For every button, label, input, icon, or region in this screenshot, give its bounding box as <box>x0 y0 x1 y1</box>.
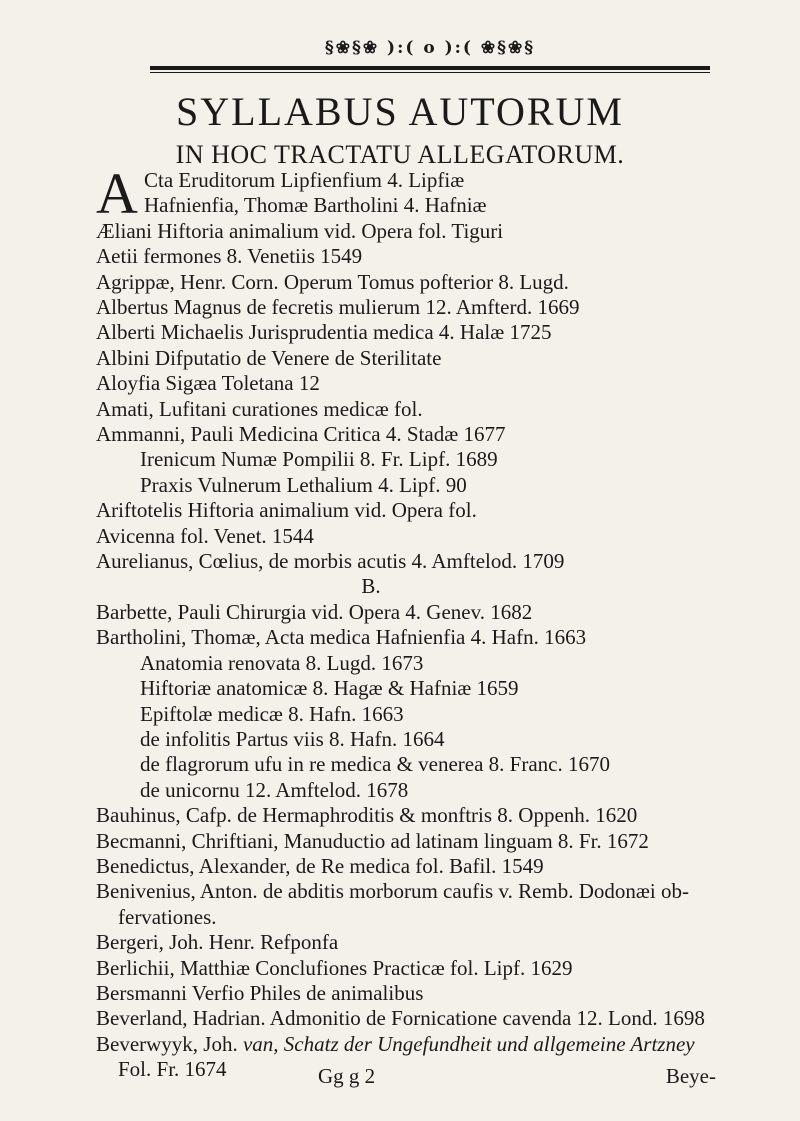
list-item: Albertus Magnus de fecretis mulierum 12. Amfterd. 1669 <box>96 295 580 320</box>
entry-title-italic: van, Schatz der Ungefundheit und allgemeine Artzney <box>242 1031 695 1056</box>
list-item: Irenicum Numæ Pompilii 8. Fr. Lipf. 1689 <box>140 447 498 472</box>
list-item: Barbette, Pauli Chirurgia vid. Opera 4. Genev. 1682 <box>96 599 533 624</box>
list-item: Bersmanni Verfio Philes de animalibus <box>96 980 424 1005</box>
list-item: Benivenius, Anton. de abditis morborum caufis v. Remb. Dodonæi ob- <box>96 879 689 904</box>
list-item: Æliani Hiftoria animalium vid. Opera fol. Tiguri <box>96 218 504 243</box>
list-item: Ammanni, Pauli Medicina Critica 4. Stadæ 1677 <box>96 422 506 447</box>
header-rule-thick <box>150 66 710 70</box>
list-item: Beverland, Hadrian. Admonitio de Fornicatione cavenda 12. Lond. 1698 <box>96 1006 705 1031</box>
list-item-continuation: fervationes. <box>118 904 217 929</box>
list-item: de flagrorum ufu in re medica & venerea 8. Franc. 1670 <box>140 752 610 777</box>
list-item: Aloyfia Sigæa Toletana 12 <box>96 371 320 396</box>
list-item: de unicornu 12. Amftelod. 1678 <box>140 777 409 802</box>
list-item: de infolitis Partus viis 8. Hafn. 1664 <box>140 726 445 751</box>
list-item: Amati, Lufitani curationes medicæ fol. <box>96 396 423 421</box>
signature-mark: Gg g 2 <box>318 1064 376 1088</box>
list-item: Alberti Michaelis Jurisprudentia medica 4. Halæ 1725 <box>96 320 552 345</box>
list-item: Bauhinus, Cafp. de Hermaphroditis & monftris 8. Oppenh. 1620 <box>96 803 638 828</box>
list-item <box>96 1032 756 1057</box>
list-item: Benedictus, Alexander, de Re medica fol. Bafil. 1549 <box>96 853 544 878</box>
drop-cap: A <box>96 161 138 226</box>
list-item: Bergeri, Joh. Henr. Refponfa <box>96 930 339 955</box>
list-item: Berlichii, Matthiæ Conclufiones Practicæ fol. Lipf. 1629 <box>96 955 573 980</box>
list-item: Praxis Vulnerum Lethalium 4. Lipf. 90 <box>140 472 467 497</box>
list-item: Anatomia renovata 8. Lugd. 1673 <box>140 650 424 675</box>
section-letter: B. <box>361 574 381 599</box>
list-item: Avicenna fol. Venet. 1544 <box>96 523 314 548</box>
list-item: Bartholini, Thomæ, Acta medica Hafnienfia 4. Hafn. 1663 <box>96 625 587 650</box>
list-item: Agrippæ, Henr. Corn. Operum Tomus pofterior 8. Lugd. <box>96 269 569 294</box>
list-item: Aurelianus, Cœlius, de morbis acutis 4. Amftelod. 1709 <box>96 549 565 574</box>
page-subtitle: IN HOC TRACTATU ALLEGATORUM. <box>175 140 625 169</box>
list-item <box>96 161 756 226</box>
list-item: Albini Difputatio de Venere de Sterilitate <box>96 345 442 370</box>
list-item: Becmanni, Chriftiani, Manuductio ad latinam linguam 8. Fr. 1672 <box>96 828 649 853</box>
list-item: Ariftotelis Hiftoria animalium vid. Opera fol. <box>96 498 477 523</box>
list-item-continuation: Fol. Fr. 1674 <box>118 1057 227 1082</box>
header-rule-thin <box>150 72 710 73</box>
entry-line: Cta Eruditorum Lipfienfium 4. Lipfiæ <box>144 168 465 192</box>
entry-author: Beverwyyk, Joh. <box>96 1031 243 1056</box>
header-ornament: §❀§❀ ):( o ):( ❀§❀§ <box>324 38 536 58</box>
catchword: Beye- <box>665 1064 716 1088</box>
list-item: Epiftolæ medicæ 8. Hafn. 1663 <box>140 701 404 726</box>
list-item: Hiftoriæ anatomicæ 8. Hagæ & Hafniæ 1659 <box>140 676 519 701</box>
page-title: SYLLABUS AUTORUM <box>176 89 624 134</box>
entry-line: Hafnienfia, Thomæ Bartholini 4. Hafniæ <box>144 193 487 218</box>
author-list <box>96 161 756 1083</box>
list-item: Aetii fermones 8. Venetiis 1549 <box>96 244 363 269</box>
